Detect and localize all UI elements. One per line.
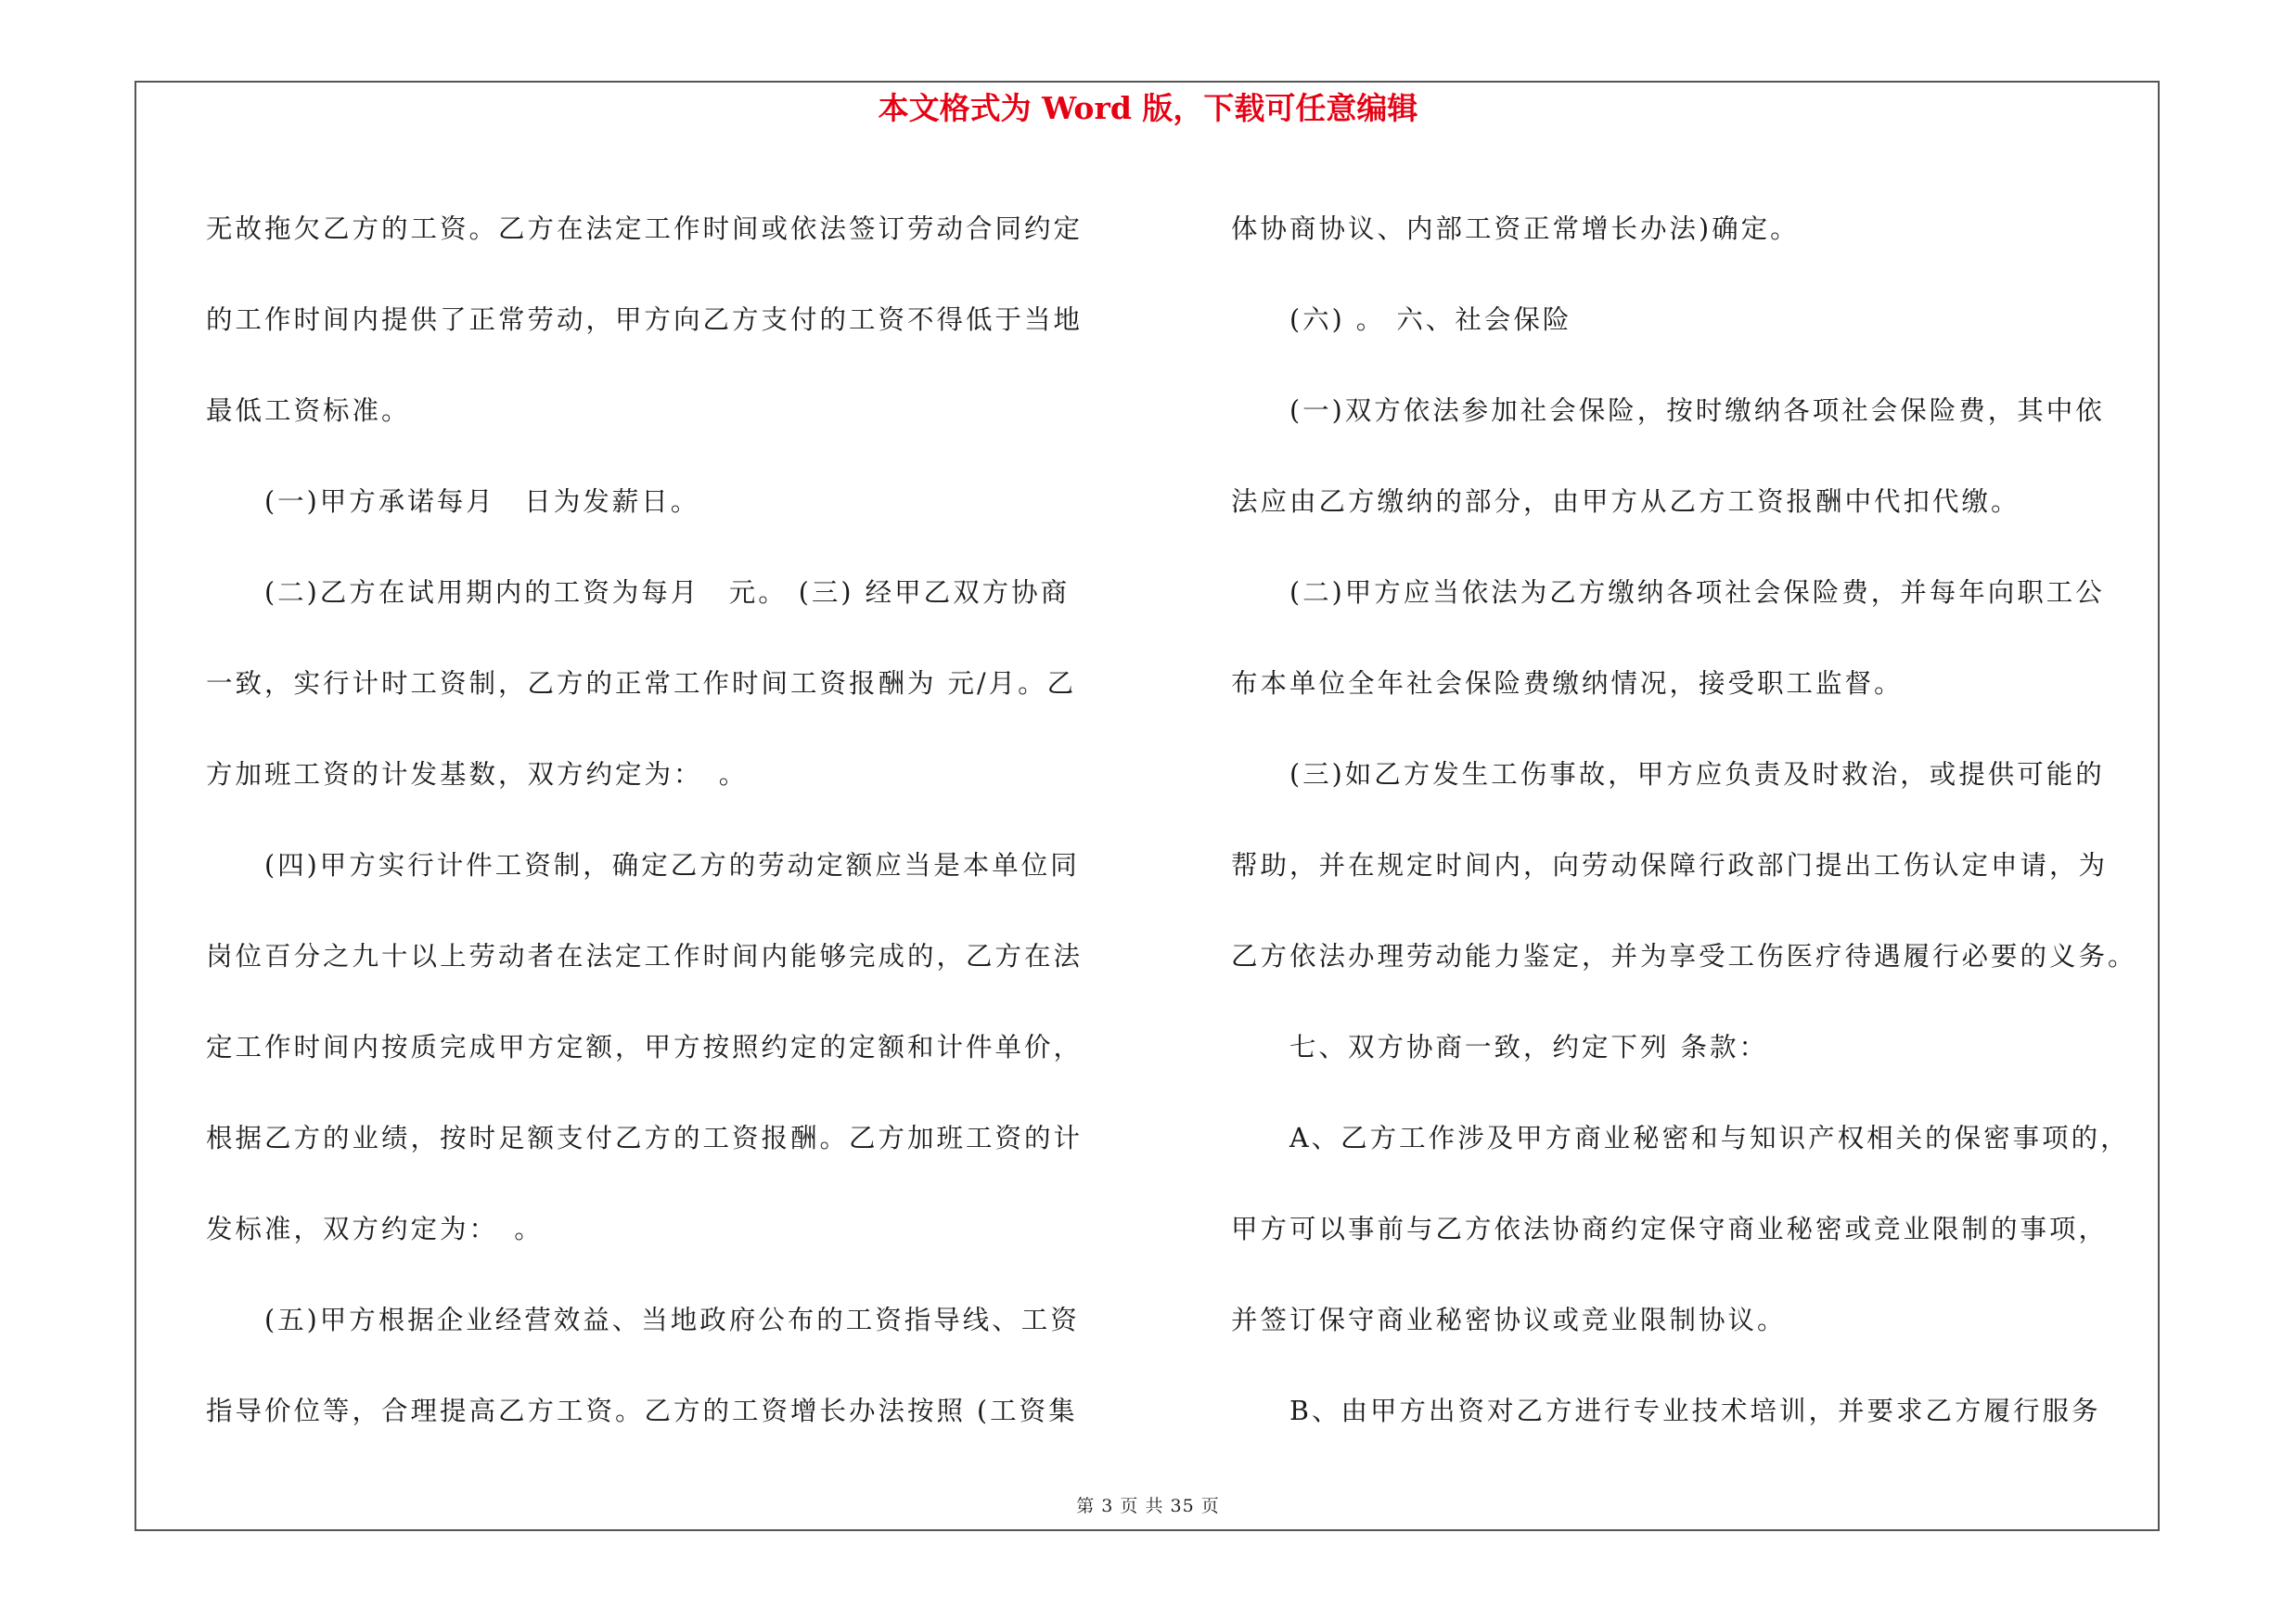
text-line: 一致，实行计时工资制，乙方的正常工作时间工资报酬为 元/月。乙 — [206, 668, 1077, 699]
text-line: 布本单位全年社会保险费缴纳情况，接受职工监督。 — [1231, 668, 1904, 699]
text-line: 根据乙方的业绩，按时足额支付乙方的工资报酬。乙方加班工资的计 — [206, 1123, 1084, 1153]
text-line: 帮助，并在规定时间内，向劳动保障行政部门提出工伤认定申请，为 — [1231, 850, 2109, 881]
text-line: (四)甲方实行计件工资制，确定乙方的劳动定额应当是本单位同 — [206, 850, 1080, 881]
text-line: 乙方依法办理劳动能力鉴定，并为享受工伤医疗待遇履行必要的义务。 — [1231, 941, 2137, 972]
text-line: 并签订保守商业秘密协议或竞业限制协议。 — [1231, 1305, 1787, 1335]
text-line: 指导价位等，合理提高乙方工资。乙方的工资增长办法按照 (工资集 — [206, 1396, 1078, 1426]
text-line: 甲方可以事前与乙方依法协商约定保守商业秘密或竞业限制的事项， — [1231, 1214, 2109, 1244]
text-line: (二)乙方在试用期内的工资为每月 元。 (三) 经甲乙双方协商 — [206, 577, 1071, 608]
text-line: (一)双方依法参加社会保险，按时缴纳各项社会保险费，其中依 — [1231, 395, 2105, 426]
text-line: 法应由乙方缴纳的部分，由甲方从乙方工资报酬中代扣代缴。 — [1231, 486, 2020, 517]
text-line: 七、双方协商一致，约定下列 条款： — [1231, 1032, 1769, 1063]
text-line: 定工作时间内按质完成甲方定额，甲方按照约定的定额和计件单价， — [206, 1032, 1084, 1063]
text-line: 的工作时间内提供了正常劳动，甲方向乙方支付的工资不得低于当地 — [206, 304, 1084, 335]
text-line: 体协商协议、内部工资正常增长办法)确定。 — [1231, 213, 1800, 244]
text-line: (六) 。 六、社会保险 — [1231, 304, 1572, 335]
left-column — [206, 184, 1152, 1457]
text-line: A、乙方工作涉及甲方商业秘密和与知识产权相关的保密事项的， — [1231, 1123, 2130, 1153]
text-line: 方加班工资的计发基数，双方约定为： 。 — [206, 759, 749, 790]
text-line: (一)甲方承诺每月 日为发薪日。 — [206, 486, 700, 517]
text-line: B、由甲方出资对乙方进行专业技术培训，并要求乙方履行服务 — [1231, 1396, 2101, 1426]
text-line: 发标准，双方约定为： 。 — [206, 1214, 544, 1244]
right-column — [1231, 184, 2177, 1457]
text-line: (五)甲方根据企业经营效益、当地政府公布的工资指导线、工资 — [206, 1305, 1080, 1335]
text-line: 无故拖欠乙方的工资。乙方在法定工作时间或依法签订劳动合同约定 — [206, 213, 1084, 244]
text-line: 岗位百分之九十以上劳动者在法定工作时间内能够完成的，乙方在法 — [206, 941, 1084, 972]
page-number: 第 3 页 共 35 页 — [1076, 1496, 1220, 1516]
word-format-banner: 本文格式为 Word 版，下载可任意编辑 — [878, 90, 1418, 126]
text-line: (三)如乙方发生工伤事故，甲方应负责及时救治，或提供可能的 — [1231, 759, 2105, 790]
text-line: (二)甲方应当依法为乙方缴纳各项社会保险费，并每年向职工公 — [1231, 577, 2105, 608]
text-line: 最低工资标准。 — [206, 395, 411, 426]
